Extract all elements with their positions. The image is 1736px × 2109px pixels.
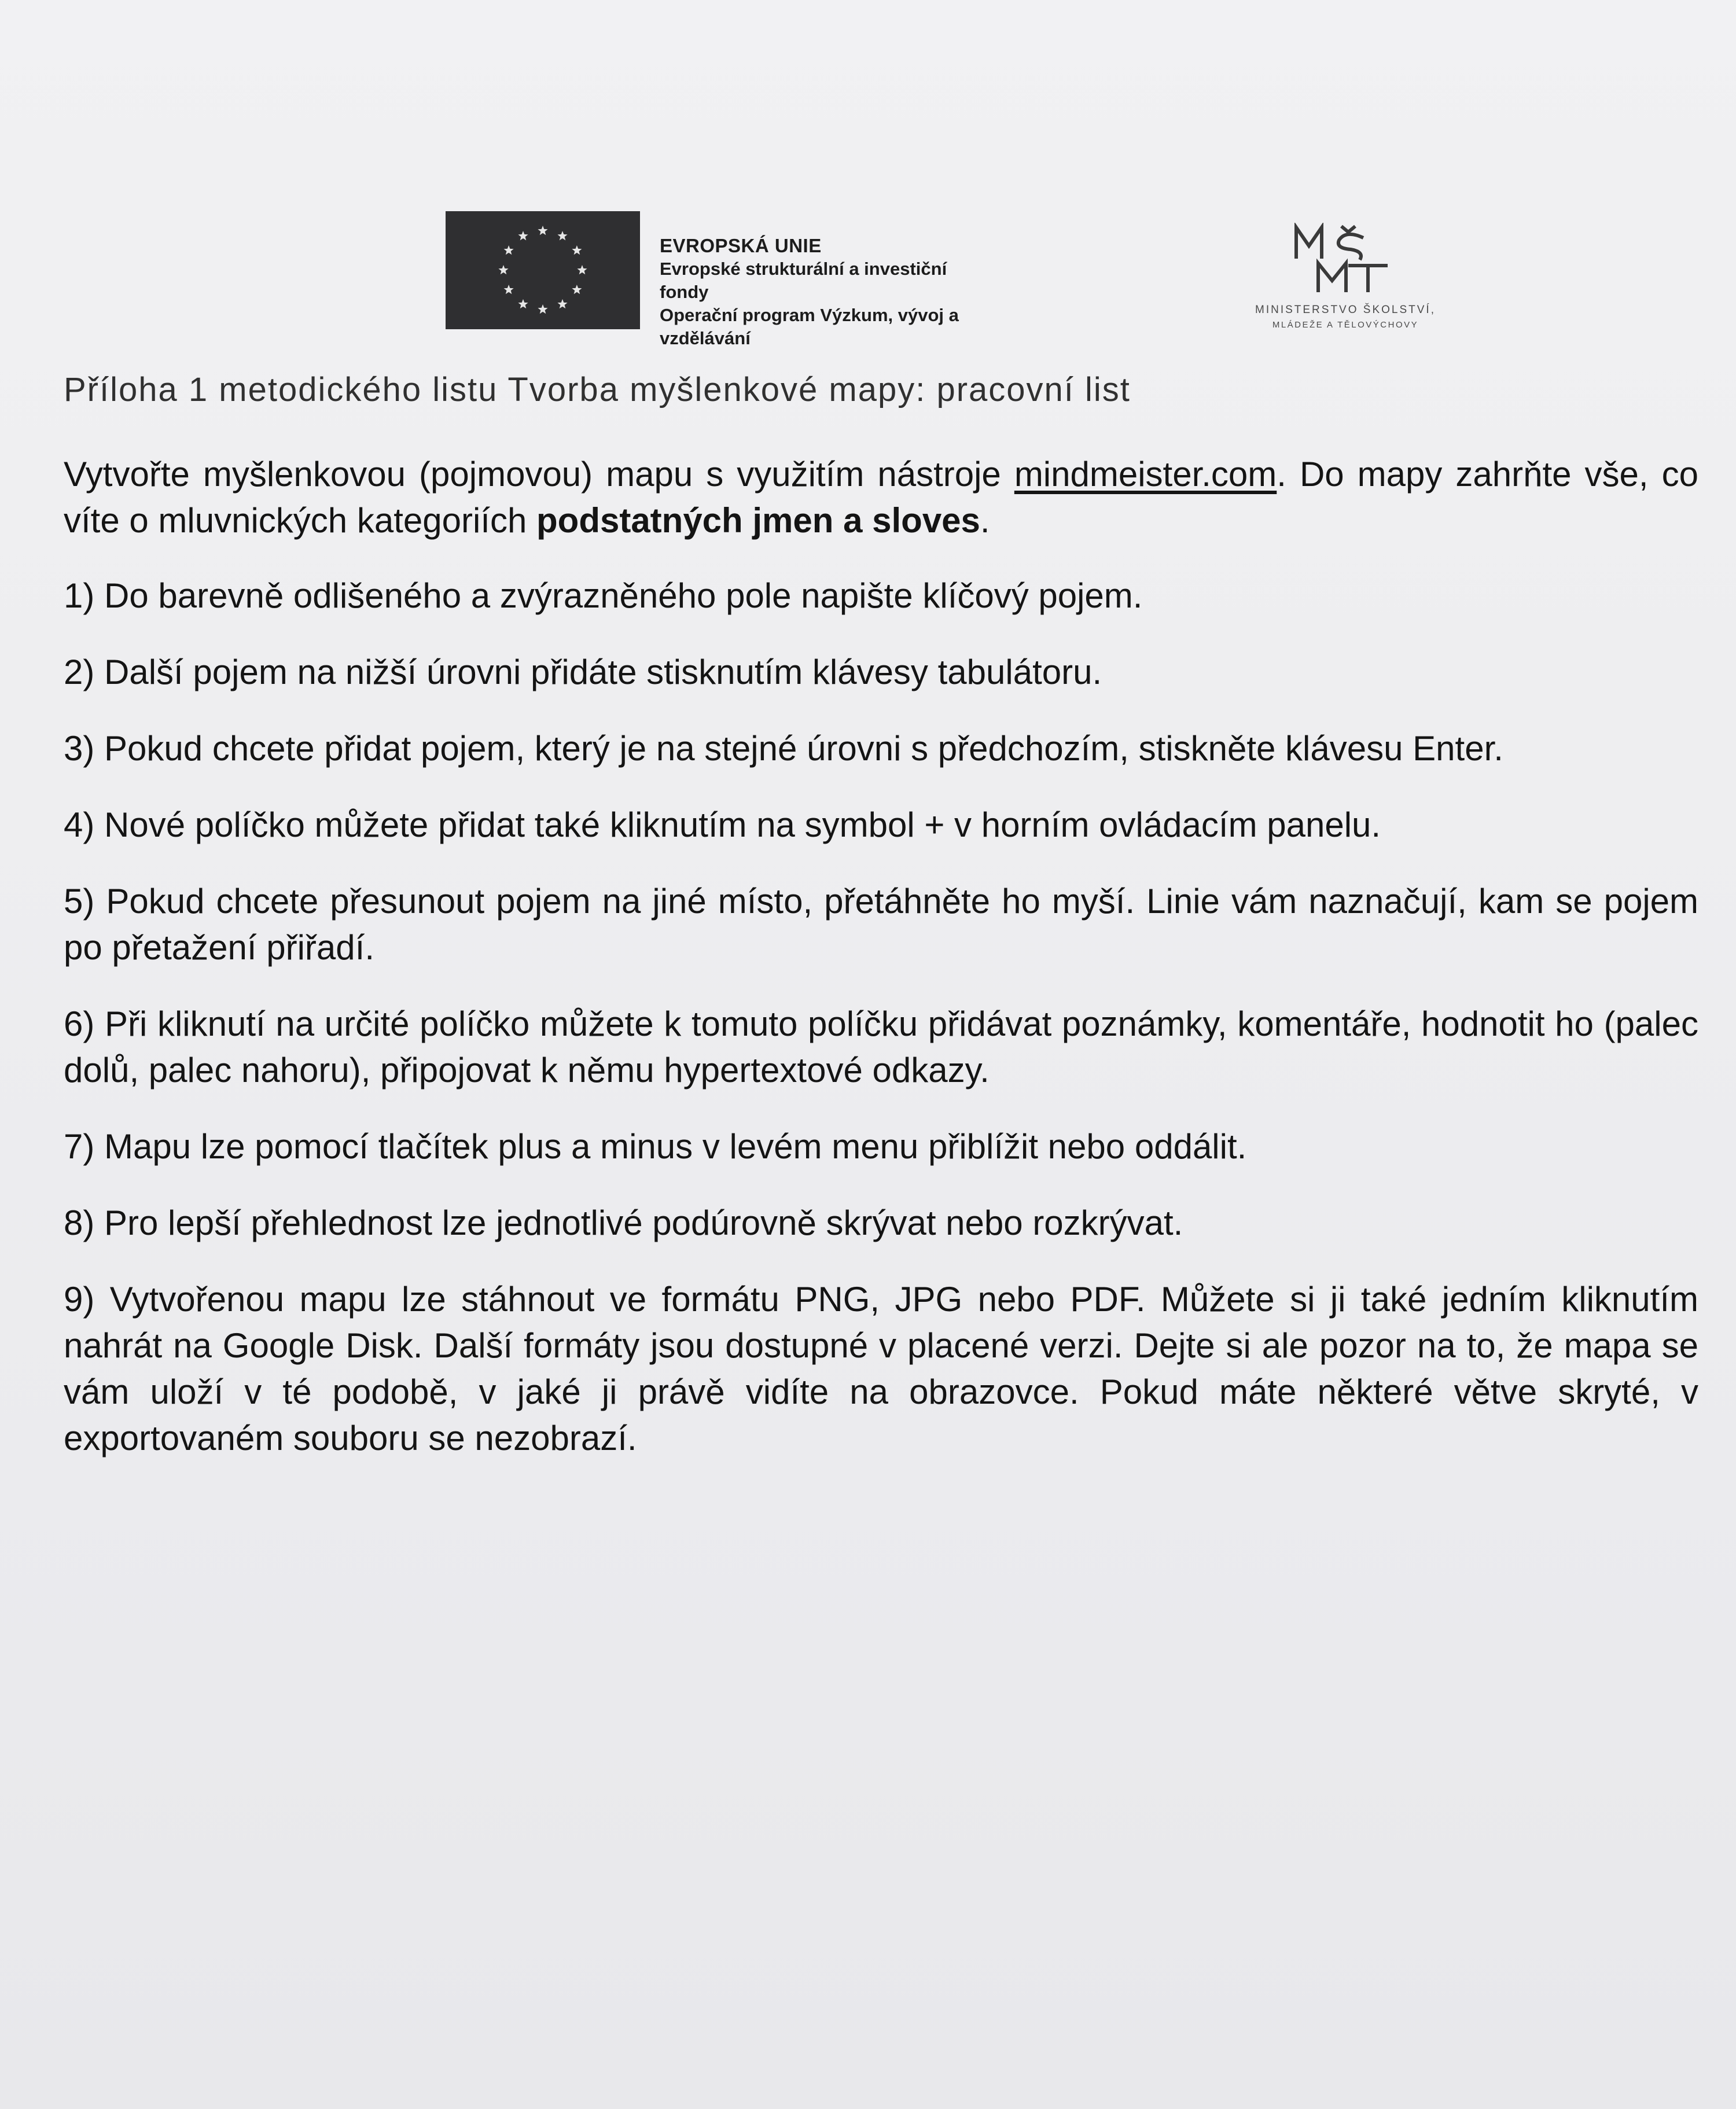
eu-star-icon (557, 299, 567, 308)
intro-text-2: . Do mapy zahrňte vše, co víte o mluvnických kategoriích (64, 455, 1698, 540)
step-4: 4) Nové políčko můžete přidat také kliknutím na symbol + v horním ovládacím panelu. (64, 805, 1381, 844)
eu-star-icon (572, 245, 582, 255)
eu-star-icon (504, 245, 514, 255)
step-7: 7) Mapu lze pomocí tlačítek plus a minus v levém menu přiblížit nebo oddálit. (64, 1127, 1247, 1166)
eu-star-icon (577, 265, 587, 274)
eu-star-icon (504, 285, 514, 294)
eu-title: EVROPSKÁ UNIE (660, 235, 822, 256)
eu-star-icon (538, 226, 547, 235)
step-8: 8) Pro lepší přehlednost lze jednotlivé podúrovně skrývat nebo rozkrývat. (64, 1203, 1183, 1242)
ministry-logo (1221, 223, 1470, 338)
intro-bold-text: podstatných jmen a sloves (536, 501, 980, 540)
eu-stars-icon (446, 211, 640, 329)
header-logos (446, 211, 1470, 348)
eu-star-icon (538, 304, 547, 314)
msmt-monogram-icon (1290, 223, 1395, 298)
step-5: 5) Pokud chcete přesunout pojem na jiné místo, přetáhněte ho myší. Linie vám naznačují, kam se pojem po přetažení přiřadí. (64, 882, 1698, 967)
eu-star-icon (557, 231, 567, 240)
eu-flag-logo (446, 211, 640, 329)
eu-star-icon (498, 265, 508, 274)
eu-star-icon (518, 299, 528, 308)
ministry-name-line2: MLÁDEŽE A TĚLOVÝCHOVY (1272, 320, 1419, 330)
eu-star-icon (572, 285, 582, 294)
intro-paragraph (64, 451, 1698, 544)
eu-funds-line: Evropské strukturální a investiční fondy (660, 259, 947, 302)
worksheet-body (64, 451, 1698, 1492)
mindmeister-link[interactable]: mindmeister.com (1014, 455, 1277, 494)
eu-program-line: Operační program Výzkum, vývoj a vzdělávání (660, 305, 959, 348)
intro-text-1: Vytvořte myšlenkovou (pojmovou) mapu s využitím nástroje (64, 455, 1014, 494)
step-9: 9) Vytvořenou mapu lze stáhnout ve formátu PNG, JPG nebo PDF. Můžete si ji také jedním kliknutím nahrát na Google Disk. Další formáty jsou dostupné v placené verzi. Dejte si ale pozor na to, že mapa se vám uloží v té podobě, v jaké ji právě vidíte na obrazovce. Pokud máte některé větve skryté, v exportovaném souboru se nezobrazí. (64, 1280, 1698, 1457)
step-1: 1) Do barevně odlišeného a zvýrazněného pole napište klíčový pojem. (64, 576, 1143, 615)
page-title: Příloha 1 metodického listu Tvorba myšlenkové mapy: pracovní list (64, 371, 1131, 408)
step-2: 2) Další pojem na nižší úrovni přidáte stisknutím klávesy tabulátoru. (64, 653, 1102, 691)
eu-star-icon (518, 231, 528, 240)
intro-text-3: . (980, 501, 990, 540)
step-3: 3) Pokud chcete přidat pojem, který je na stejné úrovni s předchozím, stiskněte klávesu Enter. (64, 729, 1503, 768)
step-6: 6) Při kliknutí na určité políčko můžete k tomuto políčku přidávat poznámky, komentáře, hodnotit ho (palec dolů, palec nahoru), připojovat k němu hypertextové odkazy. (64, 1004, 1698, 1090)
ministry-name-line1: MINISTERSTVO ŠKOLSTVÍ, (1255, 304, 1436, 316)
eu-caption (660, 234, 984, 350)
